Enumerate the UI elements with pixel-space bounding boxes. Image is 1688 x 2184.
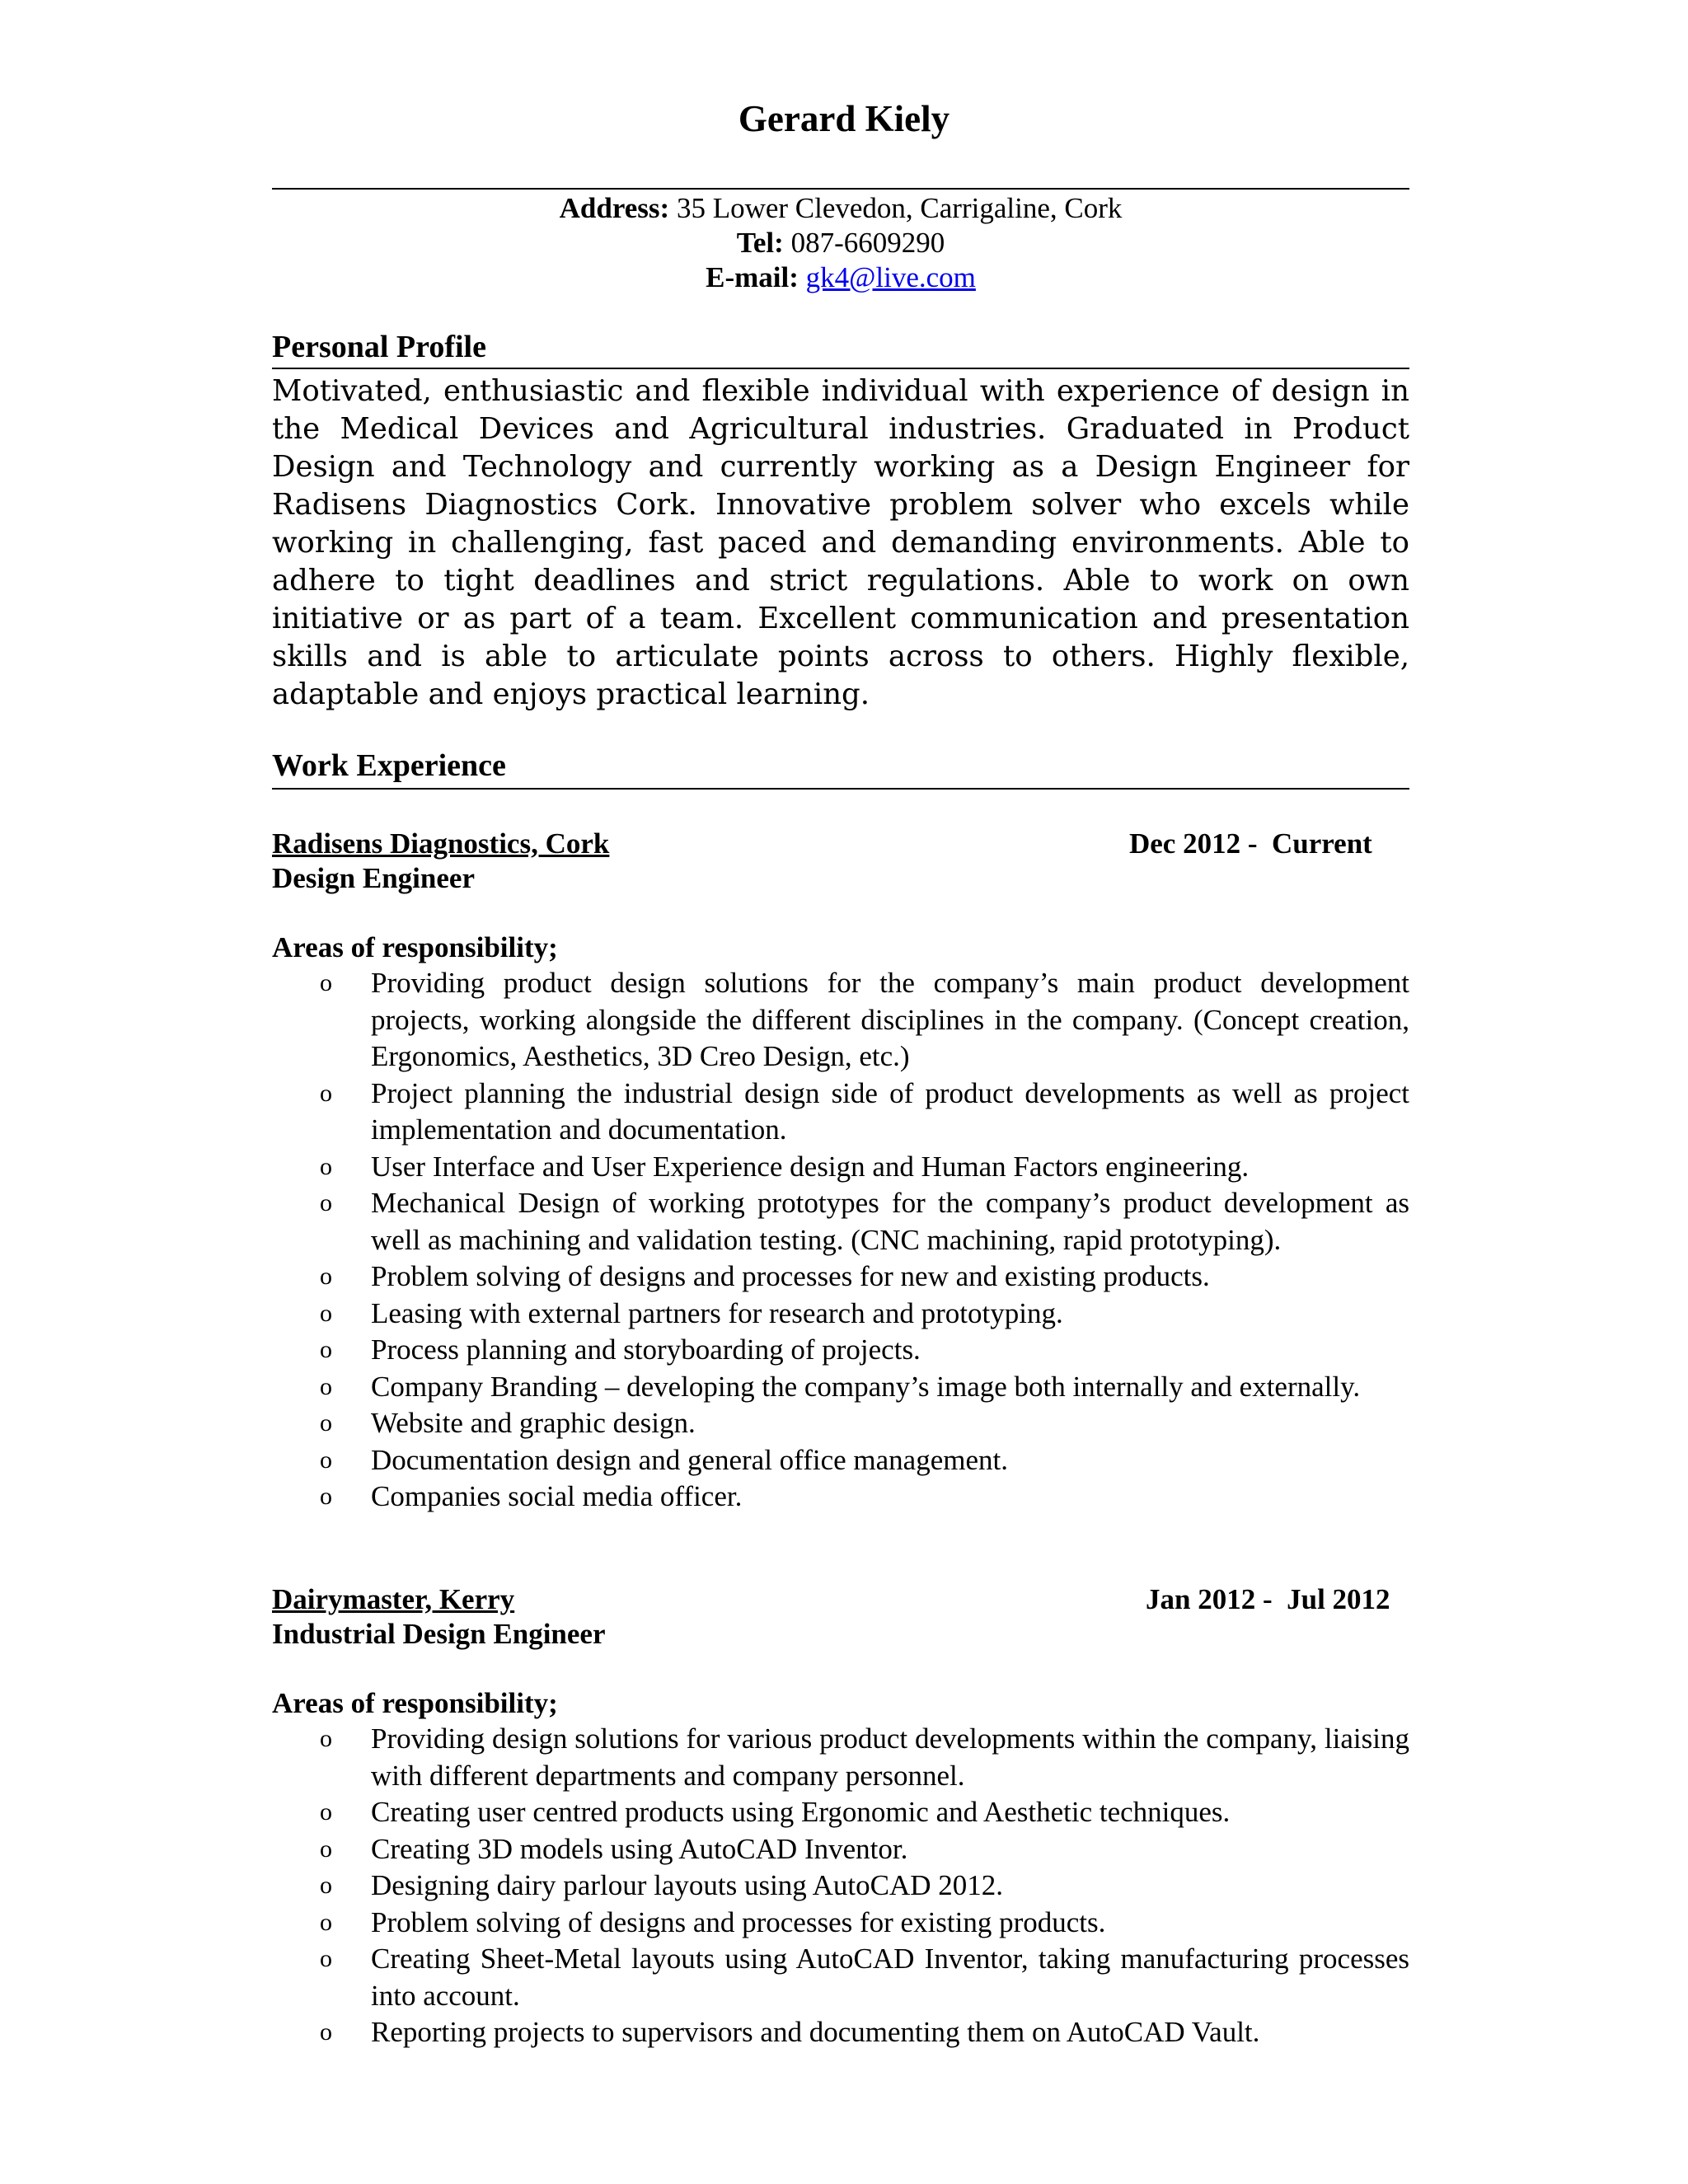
list-item-text: Companies social media officer.	[371, 1480, 743, 1512]
bullet-circle-icon: o	[320, 1152, 332, 1180]
company-name: Radisens Diagnostics, Cork	[272, 827, 610, 860]
areas-of-responsibility-label: Areas of responsibility;	[272, 1687, 558, 1719]
tel-value: 087-6609290	[783, 227, 945, 259]
list-item	[272, 965, 1409, 1076]
bullet-circle-icon: o	[320, 1945, 332, 1972]
list-item	[272, 1905, 1409, 1942]
list-item-text: User Interface and User Experience design and Human Factors engineering.	[371, 1150, 1250, 1183]
list-item	[272, 1479, 1409, 1516]
bullet-circle-icon: o	[320, 1263, 332, 1290]
bullet-circle-icon: o	[320, 1835, 332, 1863]
list-item-text: Problem solving of designs and processes for existing products.	[371, 1905, 1106, 1938]
list-item	[272, 1076, 1409, 1149]
contact-block	[272, 191, 1409, 295]
list-item-text: Process planning and storyboarding of projects.	[371, 1333, 921, 1366]
list-item	[272, 1941, 1409, 2014]
bullet-circle-icon: o	[320, 2018, 332, 2046]
work-experience-heading: Work Experience	[272, 748, 506, 783]
list-item-text: Mechanical Design of working prototypes for the company’s product development as well as machining and validation testing. (CNC machining, rapid prototyping).	[371, 1187, 1409, 1256]
bullet-circle-icon: o	[320, 1189, 332, 1216]
email-label: E-mail:	[706, 261, 799, 293]
bullet-circle-icon: o	[320, 1446, 332, 1474]
list-item	[272, 1442, 1409, 1479]
list-item	[272, 1332, 1409, 1369]
bullet-circle-icon: o	[320, 1299, 332, 1327]
address-label: Address:	[559, 192, 670, 224]
list-item-text: Reporting projects to supervisors and documenting them on AutoCAD Vault.	[371, 2016, 1260, 2048]
job-dates: Jan 2012 - Jul 2012	[1146, 1583, 1390, 1615]
responsibility-list	[272, 965, 1409, 1516]
bullet-circle-icon: o	[320, 1336, 332, 1363]
list-item-text: Designing dairy parlour layouts using AutoCAD 2012.	[371, 1869, 1004, 1901]
list-item	[272, 1405, 1409, 1442]
bullet-circle-icon: o	[320, 1798, 332, 1825]
job-title: Design Engineer	[272, 862, 475, 894]
areas-of-responsibility-label: Areas of responsibility;	[272, 931, 558, 963]
bullet-circle-icon: o	[320, 1908, 332, 1936]
list-item-text: Creating Sheet-Metal layouts using AutoCAD Inventor, taking manufacturing processes into account.	[371, 1943, 1409, 2012]
bullet-circle-icon: o	[320, 969, 332, 996]
tel-label: Tel:	[736, 227, 784, 259]
list-item-text: Company Branding – developing the company’s image both internally and externally.	[371, 1370, 1361, 1403]
job-title: Industrial Design Engineer	[272, 1618, 606, 1650]
list-item	[272, 1185, 1409, 1258]
list-item-text: Website and graphic design.	[371, 1407, 696, 1439]
list-item	[272, 1296, 1409, 1333]
job-dates: Dec 2012 - Current	[1129, 827, 1372, 860]
personal-profile-heading: Personal Profile	[272, 330, 486, 364]
list-item	[272, 1831, 1409, 1868]
bullet-circle-icon: o	[320, 1483, 332, 1510]
address-line	[272, 191, 1409, 226]
list-item	[272, 1721, 1409, 1794]
list-item	[272, 1149, 1409, 1186]
candidate-name: Gerard Kiely	[738, 98, 950, 139]
list-item-text: Leasing with external partners for research and prototyping.	[371, 1296, 1063, 1329]
bullet-circle-icon: o	[320, 1872, 332, 1899]
list-item-text: Creating user centred products using Ergonomic and Aesthetic techniques.	[371, 1796, 1231, 1828]
list-item-text: Providing product design solutions for the company’s main product development projects, working alongside the different disciplines in the company. (Concept creation, Ergonomics, Aesthetics, 3D Creo Design, etc.)	[371, 967, 1409, 1072]
list-item	[272, 1369, 1409, 1406]
email-line	[272, 260, 1409, 295]
work-divider	[272, 788, 1409, 790]
list-item-text: Project planning the industrial design side of product developments as well as project implementation and documentation.	[371, 1076, 1409, 1146]
job-header-dairymaster	[272, 1582, 1409, 1617]
tel-line	[272, 226, 1409, 260]
list-item-text: Creating 3D models using AutoCAD Inventor.	[371, 1832, 908, 1865]
job-header-radisens	[272, 827, 1409, 861]
list-item	[272, 1258, 1409, 1296]
list-item-text: Documentation design and general office management.	[371, 1443, 1008, 1476]
address-value: 35 Lower Clevedon, Carrigaline, Cork	[669, 192, 1123, 224]
email-link[interactable]: gk4@live.com	[805, 261, 976, 293]
responsibility-list	[272, 1721, 1409, 2051]
profile-divider	[272, 368, 1409, 369]
company-name: Dairymaster, Kerry	[272, 1583, 515, 1615]
bullet-circle-icon: o	[320, 1725, 332, 1752]
bullet-circle-icon: o	[320, 1409, 332, 1436]
header-divider	[272, 188, 1409, 190]
list-item	[272, 1794, 1409, 1831]
list-item	[272, 1868, 1409, 1905]
list-item-text: Problem solving of designs and processes for new and existing products.	[371, 1260, 1210, 1292]
list-item	[272, 2014, 1409, 2051]
bullet-circle-icon: o	[320, 1079, 332, 1107]
bullet-circle-icon: o	[320, 1372, 332, 1400]
list-item-text: Providing design solutions for various product developments within the company, liaising with different departments and company personnel.	[371, 1722, 1409, 1792]
personal-profile-text: Motivated, enthusiastic and flexible individual with experience of design in the Medical Devices and Agricultural industries. Graduated in Product Design and Technology and currently working as a Design Engineer for Radisens Diagnostics Cork. Innovative problem solver who excels while working in challenging, fast paced and demanding environments. Able to adhere to tight deadlines and strict regulations. Able to work on own initiative or as part of a team. Excellent communication and presentation skills and is able to articulate points across to others. Highly flexible, adaptable and enjoys practical learning.	[272, 374, 1409, 711]
